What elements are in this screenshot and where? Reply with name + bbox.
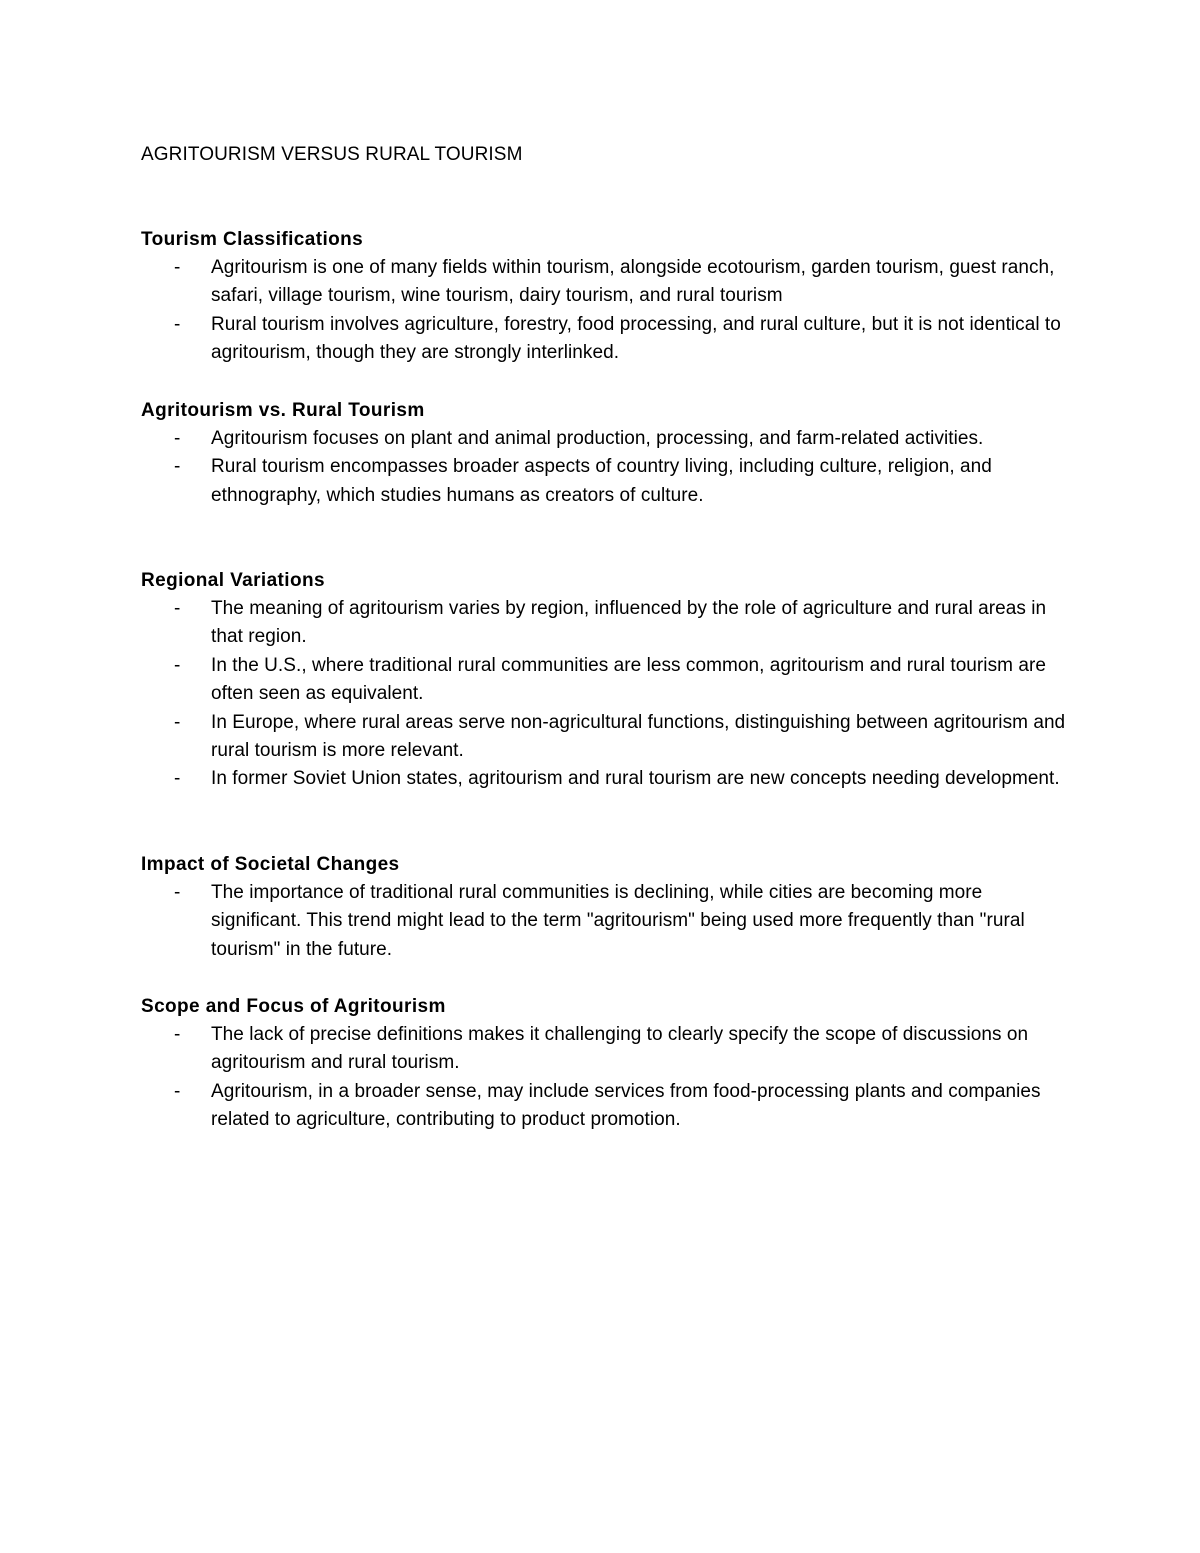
bullet-list (141, 595, 1071, 794)
section-impact-of-societal-changes (141, 851, 1071, 964)
bullet-text: Agritourism, in a broader sense, may include services from food-processing plants and companies related to agriculture, contributing to product promotion. (211, 1080, 1041, 1131)
list-item (141, 879, 1071, 964)
section-scope-and-focus (141, 993, 1071, 1135)
section-agritourism-vs-rural-tourism (141, 397, 1071, 510)
bullet-dash: - (174, 456, 181, 478)
section-heading: Agritourism vs. Rural Tourism (141, 400, 425, 421)
bullet-dash: - (174, 654, 181, 676)
section-heading: Regional Variations (141, 570, 325, 591)
list-item (141, 1021, 1071, 1078)
list-item (141, 765, 1071, 793)
bullet-dash: - (174, 882, 181, 903)
bullet-list (141, 1021, 1071, 1135)
list-item (141, 254, 1071, 311)
section-regional-variations (141, 567, 1071, 794)
bullet-text: Agritourism is one of many fields within tourism, alongside ecotourism, garden tourism, guest ranch, safari, village tourism, wine tourism, dairy tourism, and rural tourism (211, 257, 1055, 307)
bullet-list (141, 425, 1071, 510)
bullet-text: The importance of traditional rural communities is declining, while cities are becoming more significant. This trend might lead to the term "agritourism" being used more frequently than "rural tourism" in the future. (211, 882, 1025, 960)
list-item (141, 425, 1071, 453)
list-item (141, 595, 1071, 652)
list-item (141, 453, 1071, 510)
bullet-text: The meaning of agritourism varies by region, influenced by the role of agriculture and rural areas in that region. (211, 598, 1047, 648)
bullet-dash: - (174, 598, 181, 619)
bullet-text: In Europe, where rural areas serve non-agricultural functions, distinguishing between agritourism and rural tourism is more relevant. (211, 711, 1066, 762)
bullet-dash: - (174, 1080, 181, 1102)
section-tourism-classifications (141, 226, 1071, 368)
list-item (141, 1078, 1071, 1135)
bullet-text: In former Soviet Union states, agritourism and rural tourism are new concepts needing development. (211, 768, 1060, 790)
list-item (141, 709, 1071, 766)
bullet-dash: - (174, 1024, 181, 1045)
bullet-dash: - (174, 257, 181, 278)
section-heading: Tourism Classifications (141, 229, 364, 250)
bullet-dash: - (174, 768, 181, 790)
bullet-list (141, 879, 1071, 964)
list-item (141, 652, 1071, 709)
section-heading: Scope and Focus of Agritourism (141, 996, 446, 1017)
section-heading: Impact of Societal Changes (141, 854, 400, 875)
bullet-text: Agritourism focuses on plant and animal production, processing, and farm-related activities. (211, 428, 984, 449)
bullet-text: Rural tourism encompasses broader aspects of country living, including culture, religion, and ethnography, which studies humans as creators of culture. (211, 456, 992, 506)
bullet-text: The lack of precise definitions makes it challenging to clearly specify the scope of discussions on agritourism and rural tourism. (211, 1024, 1029, 1074)
document-title: AGRITOURISM VERSUS RURAL TOURISM (141, 144, 523, 165)
bullet-dash: - (174, 711, 181, 733)
bullet-dash: - (174, 428, 181, 449)
bullet-list (141, 254, 1071, 368)
bullet-dash: - (174, 313, 181, 335)
list-item (141, 311, 1071, 368)
bullet-text: In the U.S., where traditional rural communities are less common, agritourism and rural tourism are often seen as equivalent. (211, 654, 1046, 705)
bullet-text: Rural tourism involves agriculture, forestry, food processing, and rural culture, but it is not identical to agritourism, though they are strongly interlinked. (211, 313, 1061, 364)
